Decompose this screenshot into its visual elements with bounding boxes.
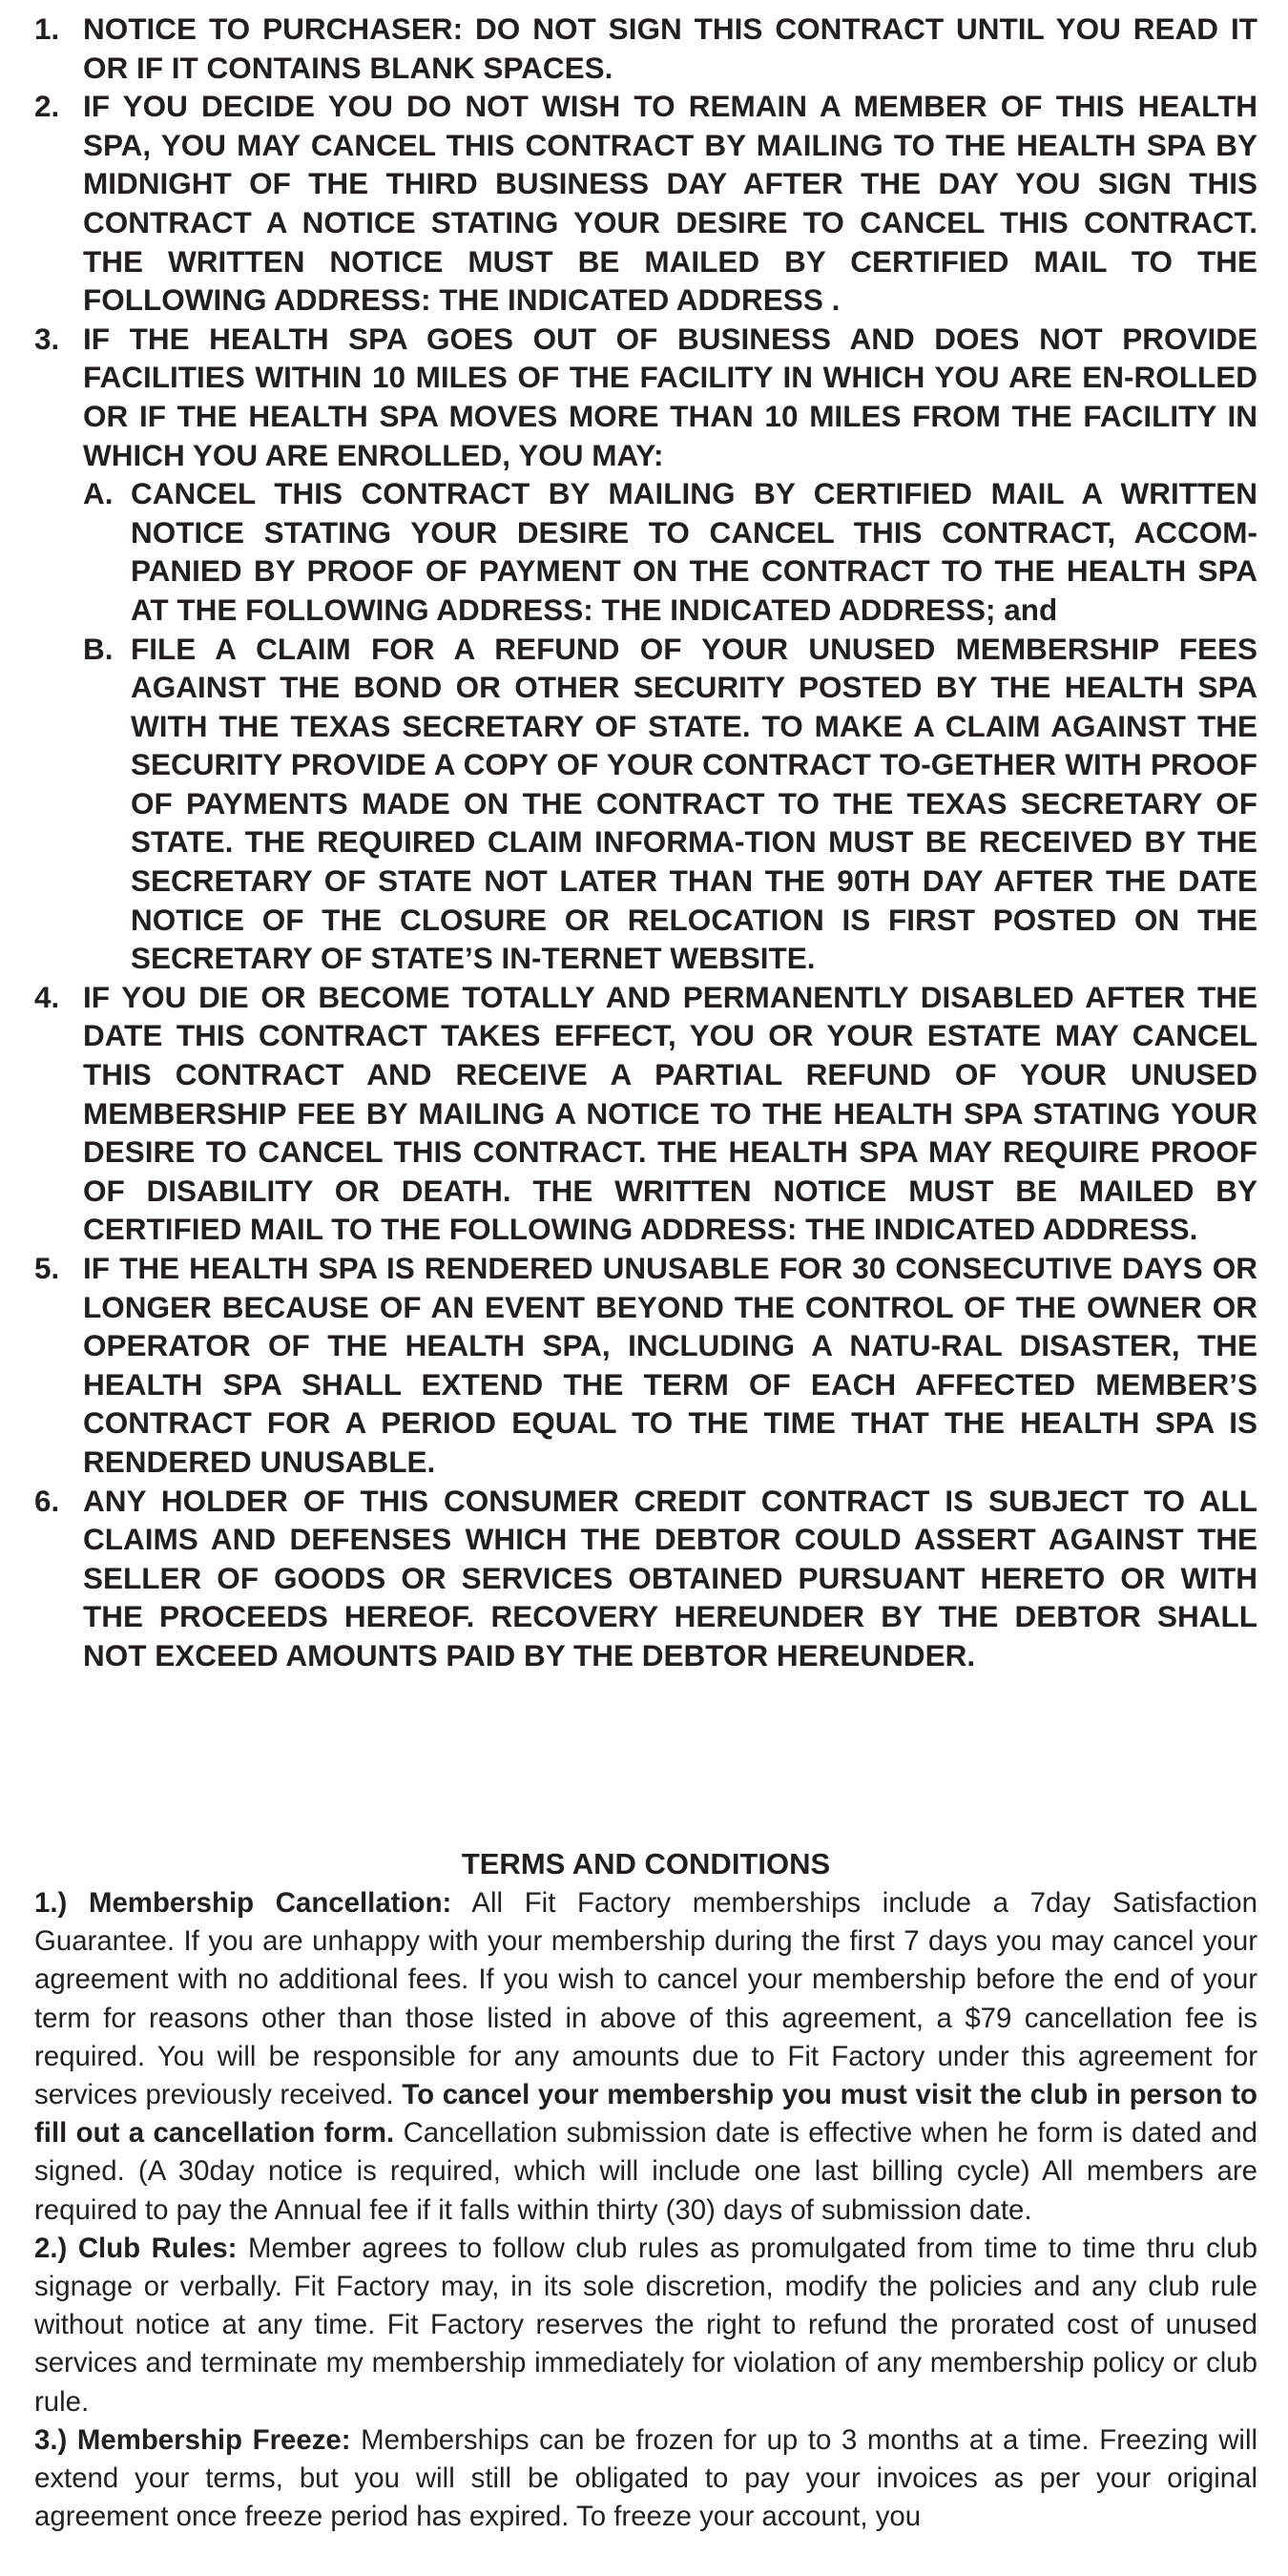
term-section-freeze — [34, 2421, 1257, 2537]
subitem-text: CANCEL THIS CONTRACT BY MAILING BY CERTIFIED MAIL A WRITTEN NOTICE STATING YOUR DESIRE TO CANCEL THIS CONTRACT, ACCOM-PANIED BY PROOF OF PAYMENT ON THE CONTRACT TO THE HEALTH SPA AT THE FOLLOWING ADDRESS: THE INDICATED ADDRESS; and — [131, 476, 1257, 627]
notice-text: IF THE HEALTH SPA GOES OUT OF BUSINESS AND DOES NOT PROVIDE FACILITIES WITHIN 10 MILES OF THE FACILITY IN WHICH YOU ARE EN-ROLLED OR IF THE HEALTH SPA MOVES MORE THAN 10 MILES FROM THE FACILITY IN WHICH YOU ARE ENROLLED, YOU MAY: — [83, 321, 1257, 472]
notice-text: NOTICE TO PURCHASER: DO NOT SIGN THIS CONTRACT UNTIL YOU READ IT OR IF IT CONTAINS BLANK SPACES. — [83, 11, 1257, 85]
notice-subitem-a — [83, 474, 1257, 629]
subitem-letter: B. — [83, 631, 114, 666]
term-heading: 2.) Club Rules: — [34, 2232, 238, 2264]
notice-item-2 — [34, 87, 1257, 320]
terms-title: TERMS AND CONDITIONS — [461, 1847, 831, 1880]
notice-body — [83, 320, 1257, 978]
subitem-text: FILE A CLAIM FOR A REFUND OF YOUR UNUSED MEMBERSHIP FEES AGAINST THE BOND OR OTHER SECURITY POSTED BY THE HEALTH SPA WITH THE TEXAS SECRETARY OF STATE. TO MAKE A CLAIM AGAINST THE SECURITY PROVIDE A COPY OF YOUR CONTRACT TO-GETHER WITH PROOF OF PAYMENTS MADE ON THE CONTRACT TO THE TEXAS SECRETARY OF STATE. THE REQUIRED CLAIM INFORMA-TION MUST BE RECEIVED BY THE SECRETARY OF STATE NOT LATER THAN THE 90TH DAY AFTER THE DATE NOTICE OF THE CLOSURE OR RELOCATION IS FIRST POSTED ON THE SECRETARY OF STATE’S IN-TERNET WEBSITE. — [131, 631, 1257, 976]
notice-item-6 — [34, 1482, 1257, 1675]
notice-subitem-b — [83, 630, 1257, 978]
term-heading: 3.) Membership Freeze: — [34, 2423, 351, 2456]
term-text-continued: Cancellation submission date is effective when he form is dated and signed. (A 30day notice is required, which will include one last billing cycle) All members are required to pay the Annual fee if it falls within thirty (30) days of submission date. — [34, 2117, 1257, 2226]
notice-text: IF THE HEALTH SPA IS RENDERED UNUSABLE FOR 30 CONSECUTIVE DAYS OR LONGER BECAUSE OF AN EVENT BEYOND THE CONTROL OF THE OWNER OR OPERATOR OF THE HEALTH SPA, INCLUDING A NATU-RAL DISASTER, THE HEALTH SPA SHALL EXTEND THE TERM OF EACH AFFECTED MEMBER’S CONTRACT FOR A PERIOD EQUAL TO THE TIME THAT THE HEALTH SPA IS RENDERED UNUSABLE. — [83, 1251, 1257, 1479]
term-section-cancellation — [34, 1884, 1257, 2230]
terms-body — [34, 1884, 1257, 2536]
term-emphasis: To cancel your membership you must visit the club in person to fill out a cancellation form. — [34, 2079, 1257, 2150]
notice-text: IF YOU DECIDE YOU DO NOT WISH TO REMAIN A MEMBER OF THIS HEALTH SPA, YOU MAY CANCEL THIS CONTRACT BY MAILING TO THE HEALTH SPA BY MIDNIGHT OF THE THIRD BUSINESS DAY AFTER THE DAY YOU SIGN THIS CONTRACT A NOTICE STATING YOUR DESIRE TO CANCEL THIS CONTRACT. THE WRITTEN NOTICE MUST BE MAILED BY CERTIFIED MAIL TO THE FOLLOWING ADDRESS: THE INDICATED ADDRESS . — [83, 89, 1257, 318]
notice-number: 2. — [34, 89, 60, 124]
notice-number: 4. — [34, 979, 60, 1014]
notice-item-4 — [34, 978, 1257, 1249]
notice-list — [34, 10, 1257, 1675]
notice-text: ANY HOLDER OF THIS CONSUMER CREDIT CONTRACT IS SUBJECT TO ALL CLAIMS AND DEFENSES WHICH THE DEBTOR COULD ASSERT AGAINST THE SELLER OF GOODS OR SERVICES OBTAINED PURSUANT HERETO OR WITH THE PROCEEDS HEREOF. RECOVERY HEREUNDER BY THE DEBTOR SHALL NOT EXCEED AMOUNTS PAID BY THE DEBTOR HEREUNDER. — [83, 1483, 1257, 1672]
notice-number: 3. — [34, 321, 60, 356]
term-section-club-rules — [34, 2230, 1257, 2421]
term-text: Memberships can be frozen for up to 3 months at a time. Freezing will extend your terms, but you will still be obligated to pay your invoices as per your original agreement once freeze period has expired. To freeze your account, you — [34, 2423, 1258, 2533]
contract-page — [34, 10, 1258, 2533]
term-text: Member agrees to follow club rules as promulgated from time to time thru club signage or verbally. Fit Factory may, in its sole discretion, modify the policies and any club rule without notice at any time. Fit Factory reserves the right to refund the prorated cost of unused services and terminate my membership immediately for violation of any membership policy or club rule. — [34, 2232, 1258, 2418]
notice-number: 5. — [34, 1251, 60, 1285]
term-text: All Fit Factory memberships include a 7day Satisfaction Guarantee. If you are unhappy with your membership during the first 7 days you may cancel your agreement with no additional fees. If you wish to cancel your membership before the end of your term for reasons other than those listed in above of this agreement, a $79 cancellation fee is required. You will be responsible for any amounts due to Fit Factory under this agreement for services previously received. — [34, 1887, 1257, 2111]
notice-item-5 — [34, 1249, 1257, 1482]
notice-text: IF YOU DIE OR BECOME TOTALLY AND PERMANENTLY DISABLED AFTER THE DATE THIS CONTRACT TAKES EFFECT, YOU OR YOUR ESTATE MAY CANCEL THIS CONTRACT AND RECEIVE A PARTIAL REFUND OF YOUR UNUSED MEMBERSHIP FEE BY MAILING A NOTICE TO THE HEALTH SPA STATING YOUR DESIRE TO CANCEL THIS CONTRACT. THE HEALTH SPA MAY REQUIRE PROOF OF DISABILITY OR DEATH. THE WRITTEN NOTICE MUST BE MAILED BY CERTIFIED MAIL TO THE FOLLOWING ADDRESS: THE INDICATED ADDRESS. — [83, 979, 1257, 1247]
notice-number: 6. — [34, 1483, 60, 1518]
notice-item-3 — [34, 320, 1257, 978]
subitem-letter: A. — [83, 476, 114, 511]
notice-number: 1. — [34, 11, 60, 46]
term-heading: 1.) Membership Cancellation: — [34, 1887, 452, 1919]
notice-item-1 — [34, 10, 1257, 87]
